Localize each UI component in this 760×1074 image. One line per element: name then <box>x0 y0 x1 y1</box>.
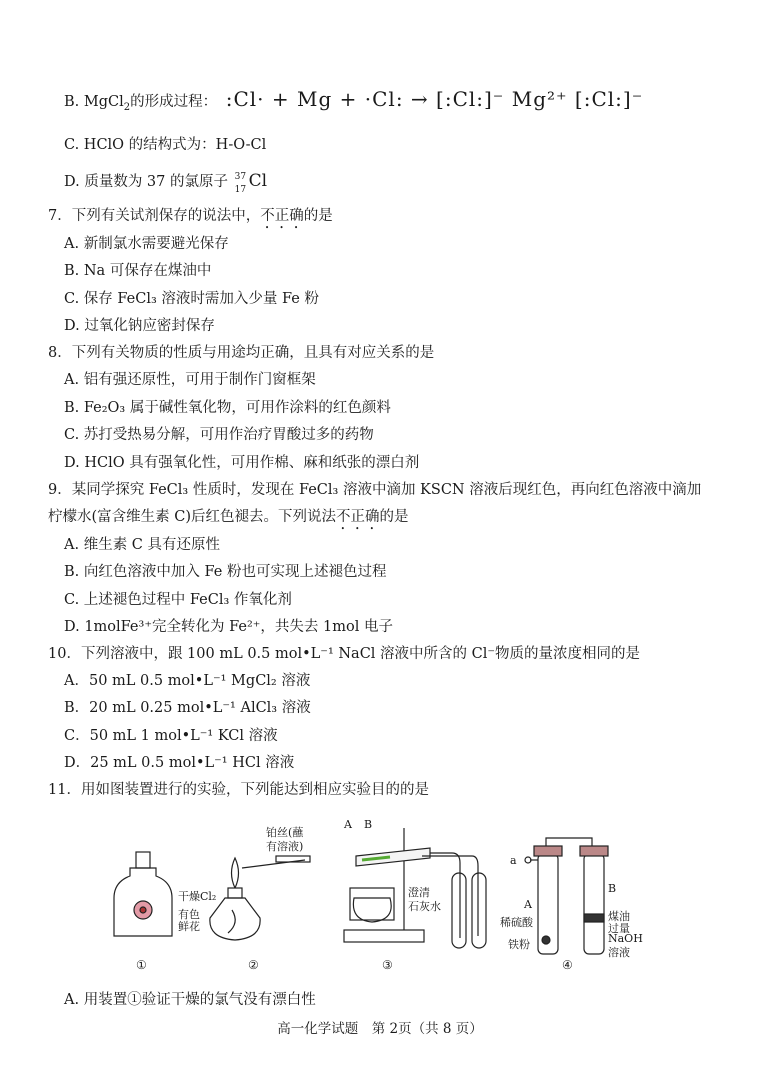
stopper-B <box>580 846 608 856</box>
q10-option-d: D．25 mL 0.5 mol•L⁻¹ HCl 溶液 <box>64 755 295 771</box>
label-excess: 过量 <box>608 922 630 935</box>
apparatus-figure <box>100 818 660 976</box>
wick <box>228 910 235 933</box>
test-tube-left <box>452 873 466 948</box>
label-B: B <box>364 818 373 831</box>
nuclide-notation <box>233 172 249 195</box>
mass-number: 37 <box>234 172 247 182</box>
emphasis-text: 不正确 <box>336 509 380 525</box>
option-d-chlorine-isotope <box>64 171 268 195</box>
electron-dot-formula: :Cl· + Mg + ·Cl: → [:Cl:]⁻ Mg²⁺ [:Cl:]⁻ <box>225 87 644 111</box>
q8-option-d: D. HClO 具有强氧化性，可用作棉、麻和纸张的漂白剂 <box>64 455 420 471</box>
label-iron-powder: 铁粉 <box>508 938 530 951</box>
test-tube-large <box>356 848 430 866</box>
question-8: 8．下列有关物质的性质与用途均正确，且具有对应关系的是 <box>48 345 435 361</box>
bottle-stopper <box>136 852 150 868</box>
figure-number-4: ④ <box>562 958 573 972</box>
q9-option-b: B. 向红色溶液中加入 Fe 粉也可实现上述褪色过程 <box>64 564 387 580</box>
delivery-tube-2 <box>422 856 478 936</box>
label-kerosene: 煤油 <box>608 910 630 923</box>
question-7 <box>48 207 333 232</box>
q9-option-c: C. 上述褪色过程中 FeCl₃ 作氧化剂 <box>64 592 292 608</box>
oil-layer <box>584 914 604 922</box>
option-c-hclo: C. HClO 的结构式为：H-O-Cl <box>64 137 267 153</box>
q8-option-a: A. 铝有强还原性，可用于制作门窗框架 <box>64 372 316 388</box>
label-flower: 鲜花 <box>178 920 200 933</box>
label-colored: 有色 <box>178 908 200 921</box>
test-tube-right <box>472 873 486 948</box>
label-platinum-wire: 铂丝(蘸 <box>266 826 304 839</box>
label-A: A <box>344 818 352 831</box>
page-footer: 高一化学试题 第 2页（共 8 页） <box>277 1021 483 1037</box>
question-text: 的是 <box>379 509 409 525</box>
question-9-line1: 9．某同学探究 FeCl₃ 性质时，发现在 FeCl₃ 溶液中滴加 KSCN 溶液后现红色，再向红色溶液中滴加 <box>48 482 702 498</box>
q8-option-b: B. Fe₂O₃ 属于碱性氧化物，可用作涂料的红色颜料 <box>64 400 391 416</box>
lamp-wick-holder <box>228 888 242 898</box>
emphasis-text: 不正确 <box>260 208 304 224</box>
q10-option-b: B．20 mL 0.25 mol•L⁻¹ AlCl₃ 溶液 <box>64 700 311 716</box>
flower-center <box>140 907 146 913</box>
connecting-tube <box>546 838 592 846</box>
iron-powder <box>542 936 550 944</box>
flame <box>232 858 239 888</box>
atomic-number: 17 <box>234 185 247 195</box>
label-tube-B: B <box>608 882 617 895</box>
label-a: a <box>510 854 517 867</box>
question-text: 的是 <box>303 208 333 224</box>
question-text: 柠檬水(富含维生素 C)后红色褪去。下列说法 <box>48 509 337 525</box>
element-symbol: Cl <box>248 171 268 191</box>
tube-B <box>584 854 604 954</box>
figure-number-1: ① <box>136 958 147 972</box>
option-text: D. 质量数为 37 的氯原子 <box>64 174 228 190</box>
question-text: 7．下列有关试剂保存的说法中， <box>48 208 261 224</box>
option-text: B. MgCl <box>64 94 124 110</box>
q9-option-a: A. 维生素 C 具有还原性 <box>64 537 221 553</box>
q9-option-d: D. 1molFe³⁺完全转化为 Fe²⁺，共失去 1mol 电子 <box>64 619 393 635</box>
subscript: 2 <box>123 101 131 113</box>
question-11: 11．用如图装置进行的实验，下列能达到相应实验目的的是 <box>48 782 429 798</box>
q8-option-c: C. 苏打受热易分解，可用作治疗胃酸过多的药物 <box>64 427 374 443</box>
question-10: 10．下列溶液中，跟 100 mL 0.5 mol•L⁻¹ NaCl 溶液中所含的 Cl⁻物质的量浓度相同的是 <box>48 646 641 662</box>
platinum-wire <box>242 860 305 868</box>
question-9-line2 <box>48 508 409 533</box>
q11-option-a: A. 用装置①验证干燥的氯气没有漂白性 <box>64 992 316 1008</box>
q7-option-c: C. 保存 FeCl₃ 溶液时需加入少量 Fe 粉 <box>64 291 319 307</box>
label-dilute-sulfuric-acid: 稀硫酸 <box>500 916 533 929</box>
label-clear: 澄清 <box>408 886 430 899</box>
stopper-A <box>534 846 562 856</box>
figure-number-2: ② <box>248 958 259 972</box>
label-limewater: 石灰水 <box>408 900 441 913</box>
label-solution-4: 溶液 <box>608 946 630 959</box>
q7-option-b: B. Na 可保存在煤油中 <box>64 263 212 279</box>
figure-number-3: ③ <box>382 958 393 972</box>
iron-stand-base <box>344 930 424 942</box>
label-solution: 有溶液) <box>266 840 304 853</box>
q7-option-a: A. 新制氯水需要避光保存 <box>64 236 229 252</box>
label-tube-A: A <box>524 898 532 911</box>
lamp-3 <box>353 898 391 922</box>
option-b-mgcl2 <box>64 87 644 117</box>
q10-option-c: C．50 mL 1 mol•L⁻¹ KCl 溶液 <box>64 728 278 744</box>
delivery-tube-1 <box>430 853 460 938</box>
option-text: 的形成过程： <box>130 94 218 110</box>
label-dry-chlorine: 干燥Cl₂ <box>178 890 217 903</box>
q10-option-a: A．50 mL 0.5 mol•L⁻¹ MgCl₂ 溶液 <box>64 673 311 689</box>
label-naoh: NaOH <box>608 932 643 945</box>
q7-option-d: D. 过氧化钠应密封保存 <box>64 318 215 334</box>
